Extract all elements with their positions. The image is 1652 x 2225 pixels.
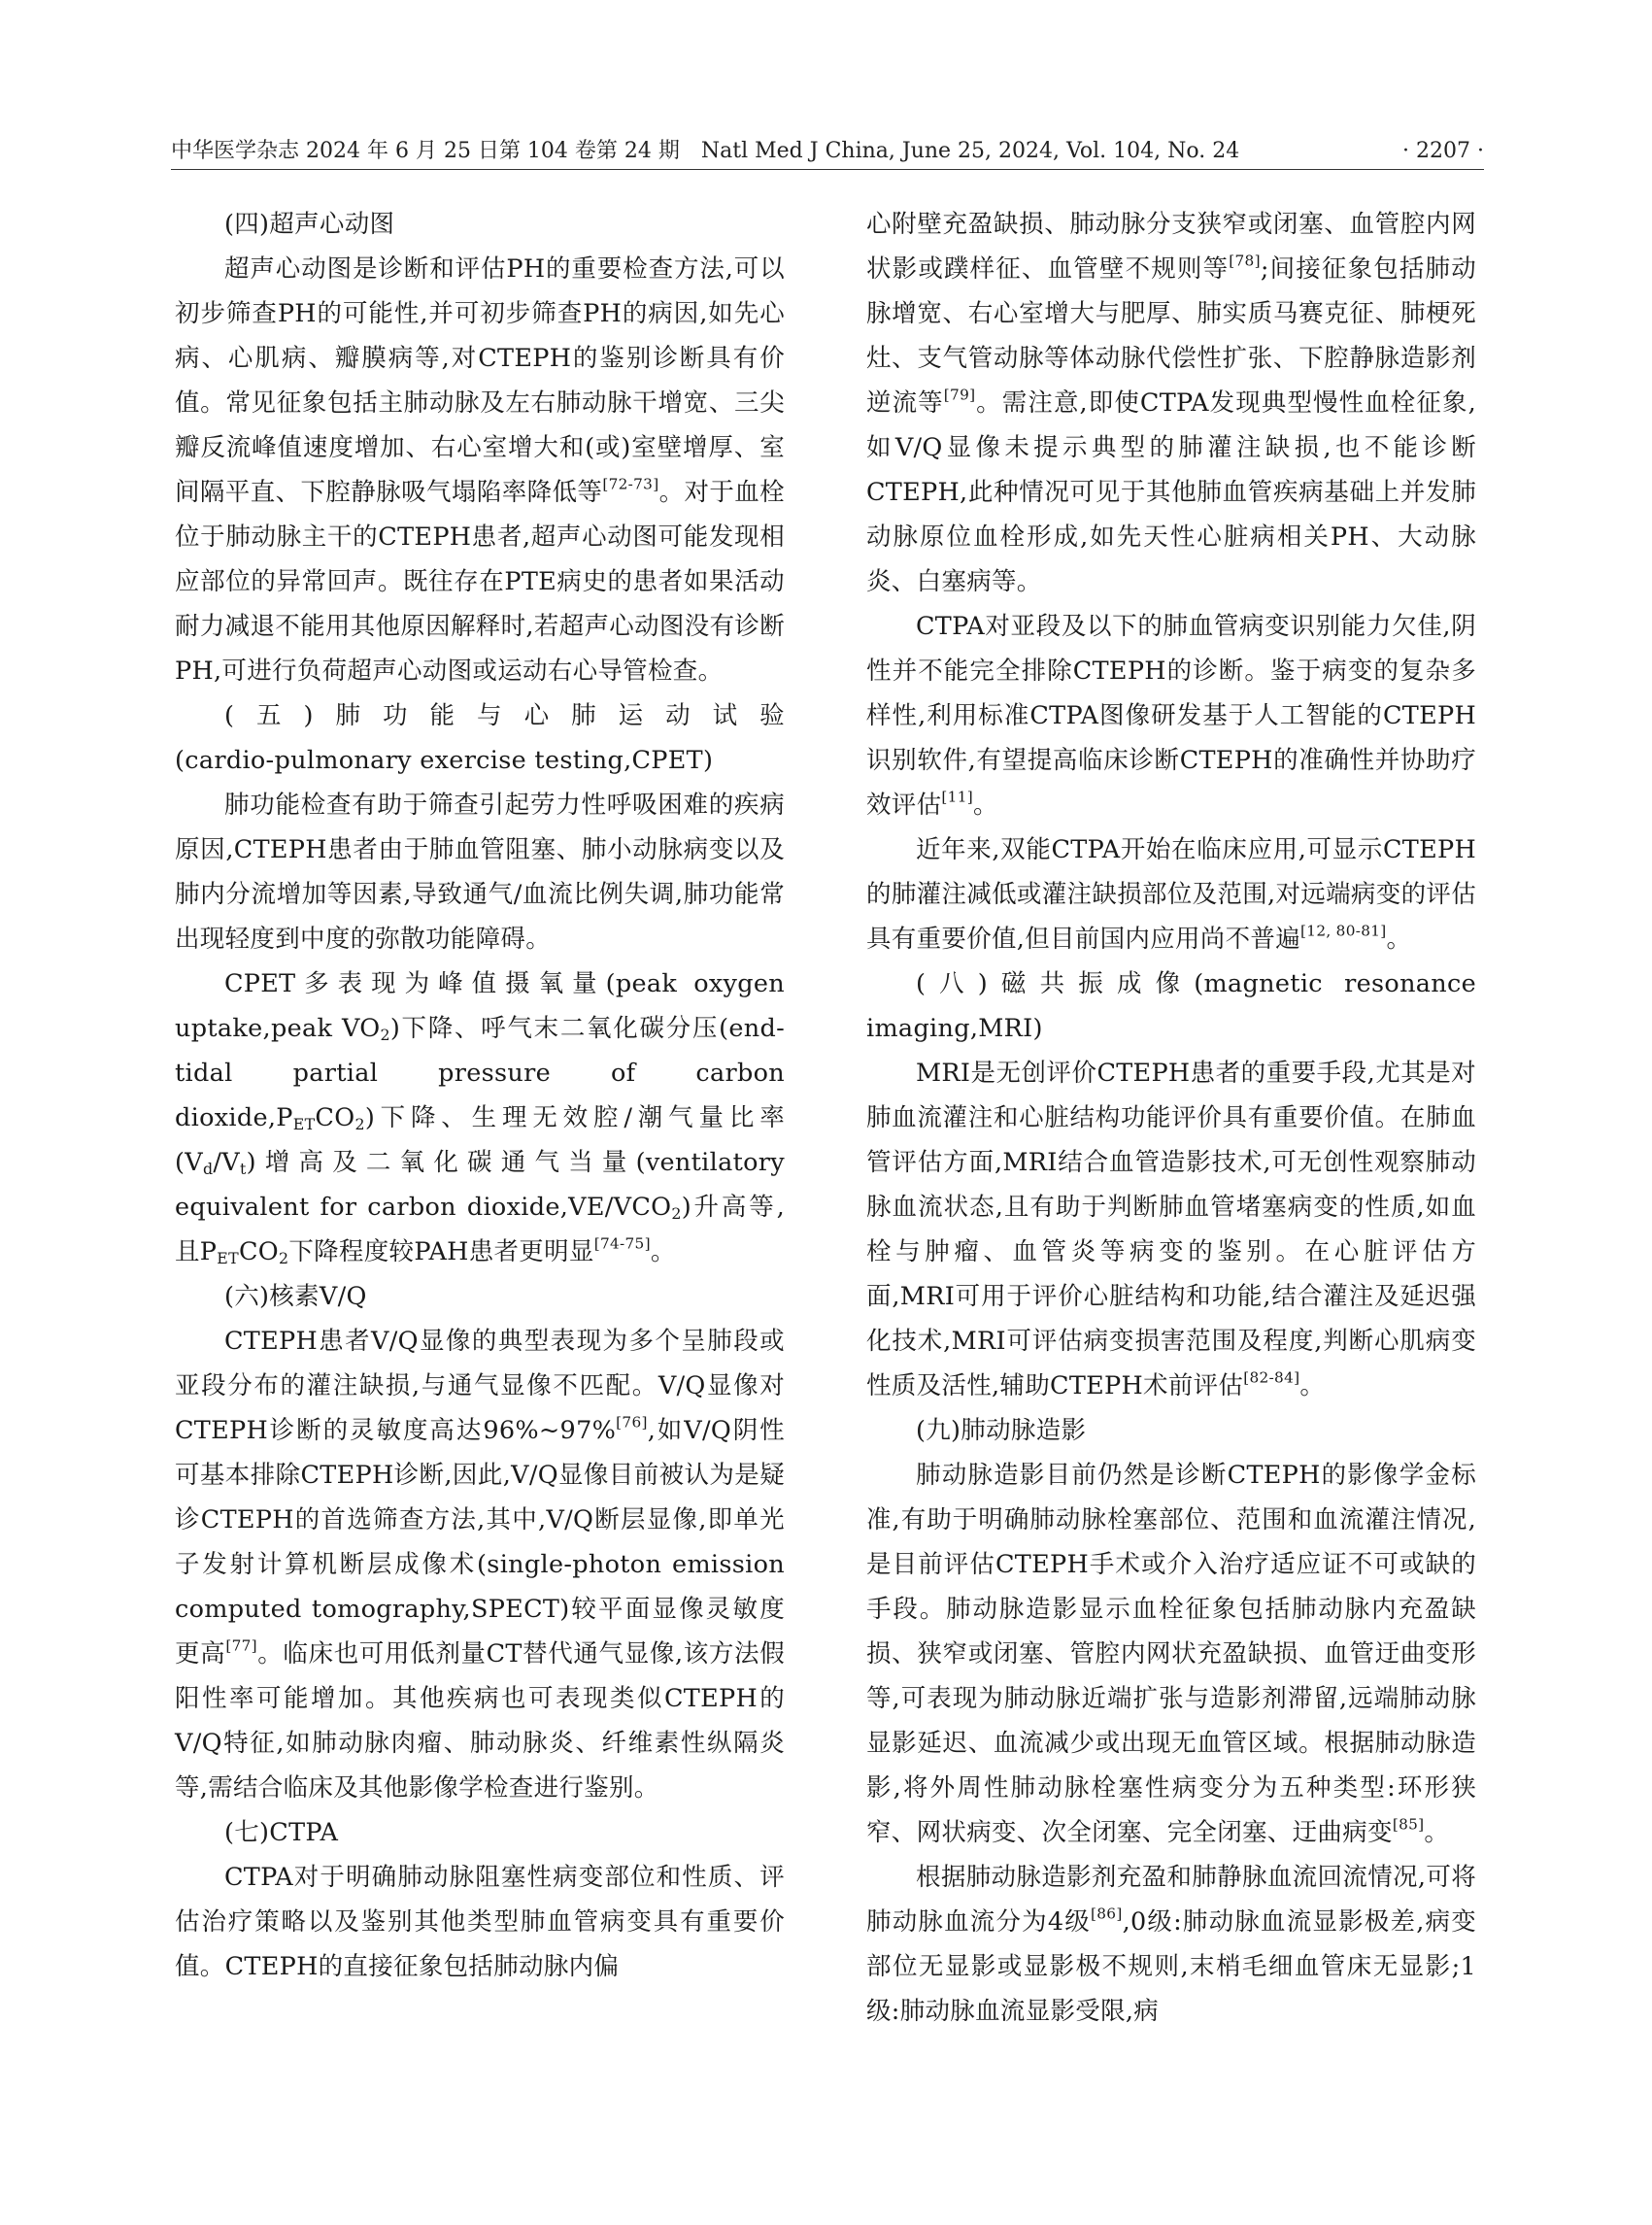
section-heading-angiography: (九)肺动脉造影 [916, 1416, 1087, 1445]
right-column [866, 202, 1476, 2034]
citation: [86] [1091, 1905, 1123, 1923]
section-heading-ctpa: (七)CTPA [224, 1818, 339, 1847]
paragraph-echocardiography: 超声心动图是诊断和评估PH的重要检查方法,可以初步筛查PH的可能性,并可初步筛查PH的病因,如先心病、心肌病、瓣膜病等,对CTEPH的鉴别诊断具有价值。常见征象包括主肺动脉及左右肺动脉干增宽、三尖瓣反流峰值速度增加、右心室增大和(或)室壁增厚、室间隔平直、下腔静脉吸气塌陷率降低等[72-73]。对于血栓位于肺动脉主干的CTEPH患者,超声心动图可能发现相应部位的异常回声。既往存在PTE病史的患者如果活动耐力减退不能用其他原因解释时,若超声心动图没有诊断PH,可进行负荷超声心动图或运动右心导管检查。 [175, 254, 785, 686]
header-rule [171, 169, 1484, 170]
paragraph-angiography: 肺动脉造影目前仍然是诊断CTEPH的影像学金标准,有助于明确肺动脉栓塞部位、范围和血流灌注情况,是目前评估CTEPH手术或介入治疗适应证不可或缺的手段。肺动脉造影显示血栓征象包括肺动脉内充盈缺损、狭窄或闭塞、管腔内网状充盈缺损、血管迂曲变形等,可表现为肺动脉近端扩张与造影剂滞留,远端肺动脉显影延迟、血流减少或出现无血管区域。根据肺动脉造影,将外周性肺动脉栓塞性病变分为五种类型:环形狭窄、网状病变、次全闭塞、完全闭塞、迂曲病变[85]。 [866, 1461, 1476, 1847]
citation: [72-73] [602, 475, 659, 493]
paragraph-cpet: CPET多表现为峰值摄氧量(peak oxygen uptake,peak $VO_2$)下降、呼气末二氧化碳分压(end-tidal partial pressure of carbon $dioxide,P_{ET}CO_2$)下降、生理无效腔/潮气量比率$(V_d/V_t)$增高及二氧化碳通气当量(ventilatory equivalent for carbon $dioxide,VE/VCO_2$)升高等,且$P_{ET}CO_2$下降程度较PAH患者更明显[74-75]。 [175, 969, 786, 1267]
paragraph-lung-function: 肺功能检查有助于筛查引起劳力性呼吸困难的疾病原因,CTEPH患者由于肺血管阻塞、肺小动脉病变以及肺内分流增加等因素,导致通气/血流比例失调,肺功能常出现轻度到中度的弥散功能障碍。 [175, 791, 785, 954]
citation: [77] [225, 1636, 257, 1655]
citation: [82-84] [1243, 1368, 1300, 1387]
citation: [74-75] [593, 1234, 651, 1253]
section-heading-echocardiography: (四)超声心动图 [224, 210, 395, 239]
citation: [12, 80-81] [1300, 922, 1387, 940]
paragraph-flow-grading: 根据肺动脉造影剂充盈和肺静脉血流回流情况,可将肺动脉血流分为4级[86],0级:肺动脉血流显影极差,病变部位无显影或显影极不规则,末梢毛细血管床无显影;1级:肺动脉血流显影受限,病 [866, 1863, 1476, 2026]
section-heading-lung-function: (五)肺功能与心肺运动试验 [224, 701, 785, 730]
section-heading-mri: (八)磁共振成像(magnetic resonance imaging,MRI) [866, 969, 1476, 1043]
page-number: · 2207 · [1402, 139, 1484, 163]
running-header [171, 134, 1484, 169]
paragraph-mri: MRI是无创评价CTEPH患者的重要手段,尤其是对肺血流灌注和心脏结构功能评价具有重要价值。在肺血管评估方面,MRI结合血管造影技术,可无创性观察肺动脉血流状态,且有助于判断肺血管堵塞病变的性质,如血栓与肿瘤、血管炎等病变的鉴别。在心脏评估方面,MRI可用于评价心脏结构和功能,结合灌注及延迟强化技术,MRI可评估病变损害范围及程度,判断心肌病变性质及活性,辅助CTEPH术前评估[82-84]。 [866, 1059, 1476, 1400]
section-heading-vq: (六)核素V/Q [224, 1282, 367, 1311]
section-heading-cpet: (cardio-pulmonary exercise testing,CPET) [175, 746, 714, 775]
citation: [85] [1392, 1815, 1425, 1834]
citation: [79] [943, 386, 976, 404]
left-column [175, 202, 785, 1989]
paragraph-ctpa-continued: 心附壁充盈缺损、肺动脉分支狭窄或闭塞、血管腔内网状影或蹼样征、血管壁不规则等[78];间接征象包括肺动脉增宽、右心室增大与肥厚、肺实质马赛克征、肺梗死灶、支气管动脉等体动脉代偿性扩张、下腔静脉造影剂逆流等[79]。需注意,即使CTPA发现典型慢性血栓征象,如V/Q显像未提示典型的肺灌注缺损,也不能诊断CTEPH,此种情况可见于其他肺血管疾病基础上并发肺动脉原位血栓形成,如先天性心脏病相关PH、大动脉炎、白塞病等。 [866, 210, 1477, 596]
paragraph-ctpa: CTPA对于明确肺动脉阻塞性病变部位和性质、评估治疗策略以及鉴别其他类型肺血管病变具有重要价值。CTEPH的直接征象包括肺动脉内偏 [175, 1863, 785, 1981]
paragraph-ctpa-ai: CTPA对亚段及以下的肺血管病变识别能力欠佳,阴性并不能完全排除CTEPH的诊断。鉴于病变的复杂多样性,利用标准CTPA图像研发基于人工智能的CTEPH识别软件,有望提高临床诊断CTEPH的准确性并协助疗效评估[11]。 [866, 612, 1476, 820]
citation: [78] [1229, 252, 1261, 270]
paragraph-vq: CTEPH患者V/Q显像的典型表现为多个呈肺段或亚段分布的灌注缺损,与通气显像不匹配。V/Q显像对CTEPH诊断的灵敏度高达96%~97%[76],如V/Q阴性可基本排除CTEPH诊断,因此,V/Q显像目前被认为是疑诊CTEPH的首选筛查方法,其中,V/Q断层显像,即单光子发射计算机断层成像术(single-photon emission computed tomography,SPECT)较平面显像灵敏度更高[77]。临床也可用低剂量CT替代通气显像,该方法假阳性率可能增加。其他疾病也可表现类似CTEPH的V/Q特征,如肺动脉肉瘤、肺动脉炎、纤维素性纵隔炎等,需结合临床及其他影像学检查进行鉴别。 [175, 1327, 785, 1803]
paragraph-dual-energy-ctpa: 近年来,双能CTPA开始在临床应用,可显示CTEPH的肺灌注减低或灌注缺损部位及范围,对远端病变的评估具有重要价值,但目前国内应用尚不普遍[12, 80-81]。 [866, 835, 1476, 954]
citation: [76] [616, 1413, 648, 1432]
citation: [11] [941, 788, 974, 806]
journal-citation: 中华医学杂志 2024 年 6 月 25 日第 104 卷第 24 期 Natl Med J China, June 25, 2024, Vol. 104, No. 24 [171, 139, 1240, 163]
